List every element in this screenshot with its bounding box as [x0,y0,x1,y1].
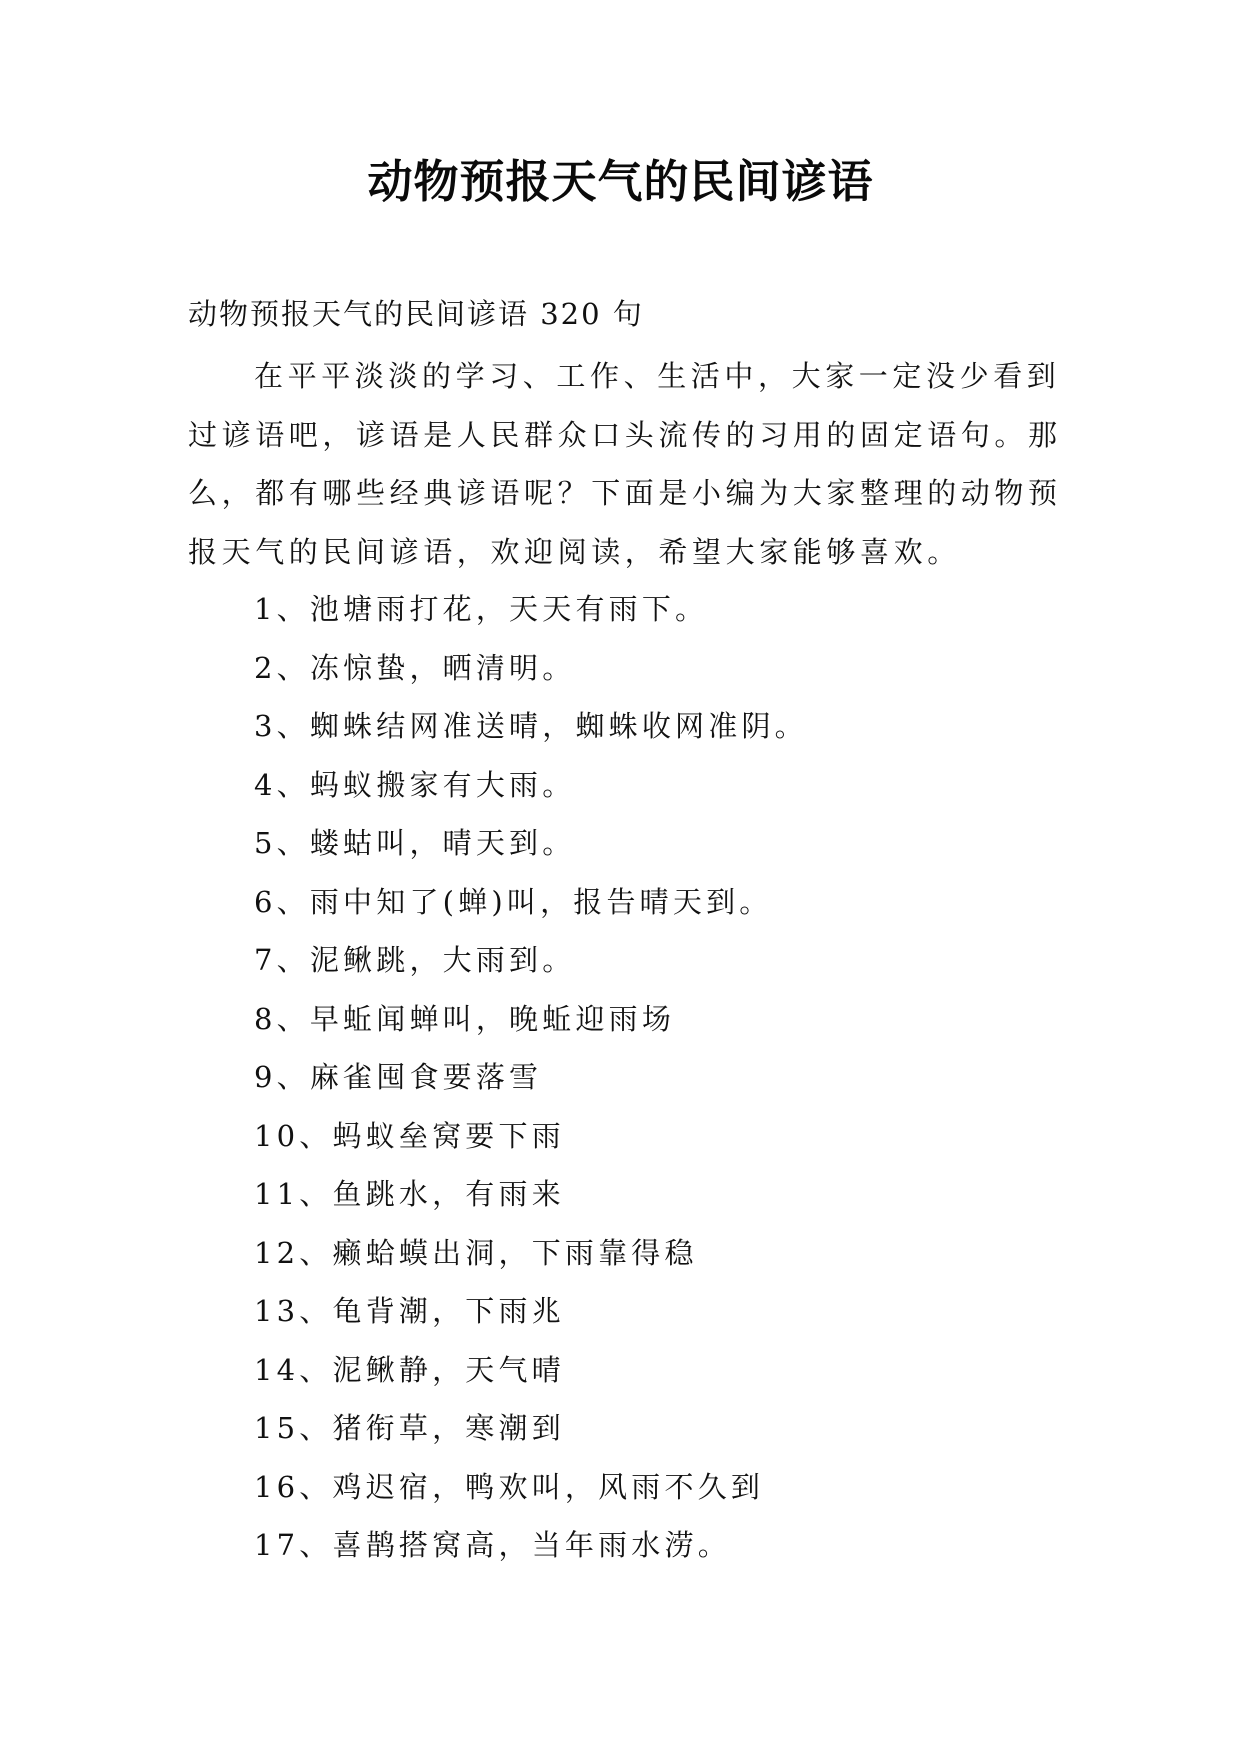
intro-line: 在平平淡淡的学习、工作、生活中，大家一定没少看到 [254,359,1061,393]
proverb-item: 16、鸡迟宿，鸭欢叫，风雨不久到 [254,1469,765,1504]
proverb-item: 17、喜鹊搭窝高，当年雨水涝。 [254,1528,731,1562]
proverb-item: 3、蜘蛛结网准送晴，蜘蛛收网准阴。 [254,709,808,743]
intro-line: 过谚语吧，谚语是人民群众口头流传的习用的固定语句。那 [188,417,1062,452]
proverb-item: 9、麻雀囤食要落雪 [254,1060,543,1094]
document-title: 动物预报天气的民间谚语 [367,155,874,208]
proverb-item: 15、猪衔草，寒潮到 [254,1411,565,1445]
proverb-item: 5、蝼蛄叫，晴天到。 [254,826,576,860]
proverb-item: 11、鱼跳水，有雨来 [254,1177,565,1211]
proverb-list [254,587,808,1582]
intro-line: 么，都有哪些经典谚语呢？下面是小编为大家整理的动物预 [188,476,1062,510]
proverb-item: 14、泥鳅静，天气晴 [254,1352,565,1387]
proverb-item: 6、雨中知了(蝉)叫，报告晴天到。 [254,884,773,919]
proverb-item: 10、蚂蚁垒窝要下雨 [254,1118,565,1153]
document-subtitle: 动物预报天气的民间谚语 320 句 [188,297,644,331]
proverb-item: 13、龟背潮，下雨兆 [254,1294,565,1328]
intro-paragraph [188,347,1068,581]
proverb-item: 7、泥鳅跳，大雨到。 [254,943,576,977]
intro-line: 报天气的民间谚语，欢迎阅读，希望大家能够喜欢。 [188,534,961,569]
proverb-item: 12、癞蛤蟆出洞，下雨靠得稳 [254,1235,698,1270]
proverb-item: 8、早蚯闻蝉叫，晚蚯迎雨场 [254,1001,676,1036]
proverb-item: 4、蚂蚁搬家有大雨。 [254,767,576,802]
proverb-item: 2、冻惊蛰，晒清明。 [254,650,576,685]
proverb-item: 1、池塘雨打花，天天有雨下。 [254,592,709,626]
